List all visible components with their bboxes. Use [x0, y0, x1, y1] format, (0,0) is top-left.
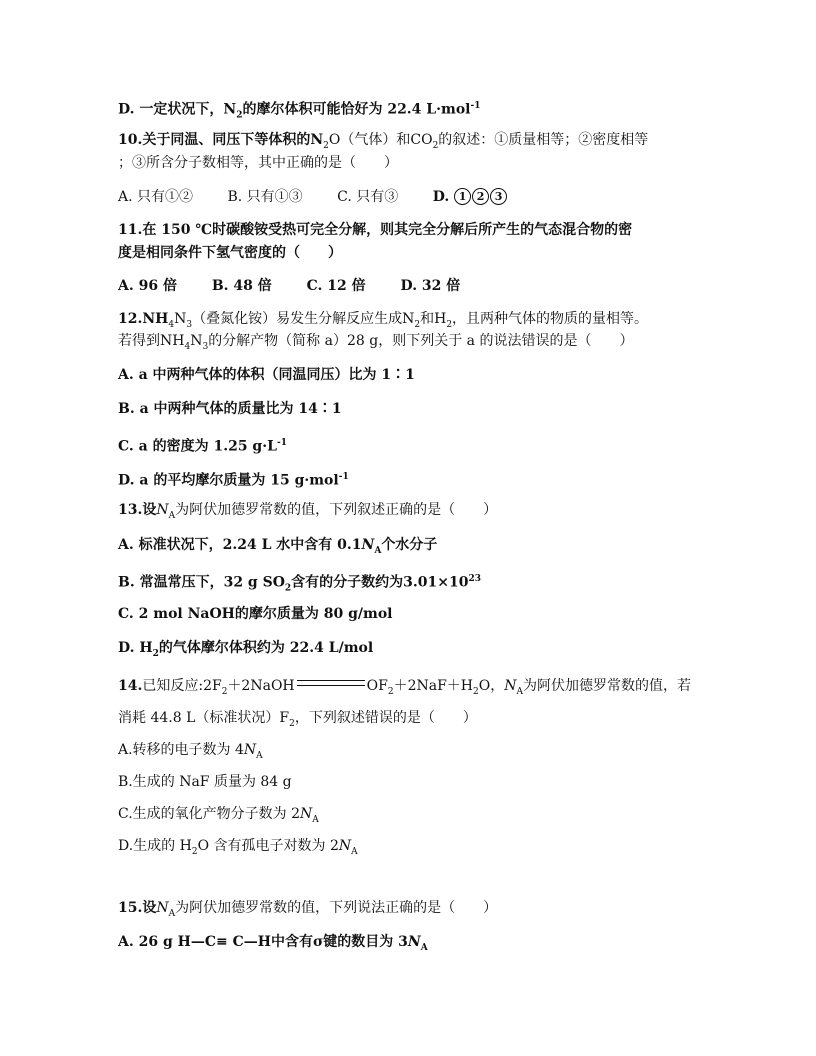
q13-stem: 13.设$N_A$为阿伏加德罗常数的值，下列叙述正确的是（ ）: [118, 502, 498, 521]
q13-option-c: C. 2 mol NaOH的摩尔质量为 80 g/mol: [118, 606, 393, 622]
q12-option-c: C. a 的密度为 1.25 $g\cdot L^{-1}$: [118, 438, 287, 455]
equals-sign-long: [297, 680, 365, 686]
q11-stem-line2: 度是相同条件下氢气密度的（ ）: [118, 245, 342, 261]
q11-option-a: A. 96 倍: [118, 278, 177, 294]
q11-option-d: D. 32 倍: [400, 278, 461, 294]
q10-stem-line1: 10.关于同温、同压下等体积的$N_2O$（气体）和$CO_2$的叙述：①质量相等；②密度相等: [118, 132, 649, 151]
q13-option-a: A. 标准状况下，2.24 L 水中含有 $0.1N_A$个水分子: [118, 537, 438, 556]
q11-option-c: C. 12 倍: [306, 278, 366, 294]
q12-option-d: D. a 的平均摩尔质量为 15 g·mol$^{-1}$: [118, 472, 349, 489]
q14-option-d: D.生成的 $H_2O$ 含有孤电子对数为 $2N_A$: [118, 838, 358, 857]
q14-stem-line2: 消耗 44.8 L（标准状况）$F_2$，下列叙述错误的是（ ）: [118, 710, 477, 729]
q11-option-b: B. 48 倍: [211, 278, 272, 294]
q14-option-a: A.转移的电子数为 $4N_A$: [118, 742, 263, 761]
q15-option-a: A. 26 g H—C≡ C—H中含有σ键的数目为 $3N_A$: [118, 934, 428, 953]
q14-option-c: C.生成的氧化产物分子数为 $2N_A$: [118, 806, 319, 825]
q10-stem-line2: ；③所含分子数相等，其中正确的是（ ）: [118, 155, 398, 171]
circled-number-3: 3: [490, 188, 507, 205]
q12-option-b: B. a 中两种气体的质量比为 14∶1: [118, 401, 342, 417]
q13-option-d: D. $H_2$的气体摩尔体积约为 22.4 L/mol: [118, 640, 374, 659]
q9-option-d: D. 一定状况下，$N_2$的摩尔体积可能恰好为 22.4 L·mol$^{-1}$: [118, 101, 481, 121]
q10-option-b: B. 只有①③: [227, 189, 303, 205]
q10-options: [118, 187, 508, 207]
q12-stem-line1: $12.NH_4N_3$（叠氮化铵）易发生分解反应生成$N_2$和$H_2$，且两种气体的物质的量相等。: [118, 311, 649, 330]
circled-number-2: 2: [472, 188, 489, 205]
q11-options: [118, 276, 460, 296]
q14-stem-line1: 14.已知反应$:2F_2+2NaOH$ $OF_2+2NaF+H_2O$，$N_A$为阿伏加德罗常数的值，若: [118, 678, 691, 697]
q14-option-b: B.生成的 NaF 质量为 84 g: [118, 774, 292, 790]
q15-stem: 15.设$N_A$为阿伏加德罗常数的值，下列说法正确的是（ ）: [118, 900, 498, 919]
q13-option-b: B. 常温常压下，32 g $SO_2$含有的分子数约为$3.01\times 10^{23}$: [118, 574, 482, 594]
circled-number-1: 1: [454, 188, 471, 205]
q10-option-c: C. 只有③: [337, 189, 399, 205]
q12-option-a: A. a 中两种气体的体积（同温同压）比为 1∶1: [118, 367, 415, 383]
q10-option-a: A. 只有①②: [118, 189, 194, 205]
q12-stem-line2: 若得到$NH_4N_3$的分解产物（简称 a）28 g，则下列关于 a 的说法错误的是（ ）: [118, 333, 634, 352]
q10-option-d: D. 1 2 3: [433, 187, 508, 207]
q11-stem-line1: 11.在 150 ℃时碳酸铵受热可完全分解，则其完全分解后所产生的气态混合物的密: [118, 222, 633, 238]
